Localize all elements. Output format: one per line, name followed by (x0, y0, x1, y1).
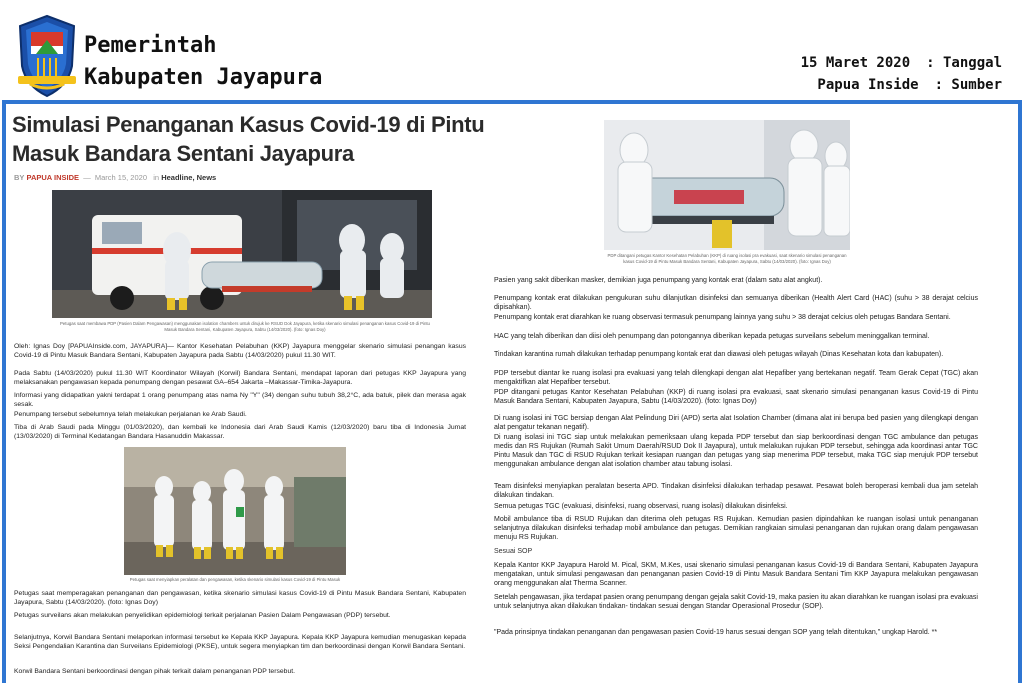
organization-name (84, 30, 322, 94)
org-line-1: Pemerintah (84, 33, 217, 58)
date-value: 15 Maret 2020 (800, 55, 911, 71)
byline-by: BY (14, 173, 25, 182)
photo-isolation-image (604, 120, 850, 250)
regency-crest-icon (16, 14, 78, 98)
right-paragraph-15: Setelah pengawasan, jika terdapat pasien orang penumpang dengan gejala sakit Covid-19, maka pasien itu akan diarahkan ke ruangan isolasi pra evakuasi untuk selanjutnya akan dilakukan tindakan- tindakan sesuai dengan Standar Operasional Prosedur (SOP). (494, 594, 978, 610)
right-paragraph-14: Kepala Kantor KKP Jayapura Harold M. Pical, SKM, M.Kes, usai skenario simulasi penanganan kasus Covid-19 di Bandara Sentani, Kabupaten Jayapura mengatakan, untuk simulasi pengawasan dan penanganan pasien Covid-19 di Pintu Masuk Bandara Sentani Tim KKP Jayapura melakukan pengawasan orang menggunakan alat Therma Scanner. (494, 562, 978, 587)
right-paragraph-5: Tindakan karantina rumah dilakukan terhadap penumpang kontak erat dan diawasi oleh petugas wilayah (Dinas Kesehatan kota dan kabupaten). (494, 351, 944, 358)
left-paragraph-1: Oleh: Ignas Doy [PAPUAInside.com, JAYAPURA]— Kantor Kesehatan Pelabuhan (KKP) Jayapura menggelar skenario simulasi penangan kasus Covid-19 di Pintu Masuk Bandara Sentani, Kabupaten Jayapura pada Sabtu (14/03/2020) pukul 11.30 WIT. (14, 343, 466, 359)
source-value: Papua Inside (817, 77, 919, 93)
right-paragraph-3: Penumpang kontak erat diarahkan ke ruang observasi termasuk penumpang lainnya yang suhu > 38 derajat celcius oleh petugas Bandara Sentani. (494, 314, 951, 321)
byline-author[interactable]: PAPUA INSIDE (26, 173, 80, 182)
article-byline: BY PAPUA INSIDE — March 15, 2020 in Headline, News (14, 173, 217, 182)
org-line-2: Kabupaten Jayapura (84, 65, 323, 90)
right-paragraph-1: Pasien yang sakit diberikan masker, demikian juga penumpang yang kontak erat (dalam satu alat angkut). (494, 277, 823, 284)
photo-isolation-chamber (604, 120, 850, 250)
photo-officers (124, 447, 346, 575)
right-paragraph-10: Team disinfeksi menyiapkan peralatan beserta APD. Tindakan disinfeksi dilakukan terhadap pesawat. Pesawat boleh beroperasi kembali dua jam setelah dilakukan tindakan. (494, 483, 978, 499)
right-paragraph-11: Semua petugas TGC (evakuasi, disinfeksi, ruang observasi, ruang isolasi) dilakukan disinfeksi. (494, 503, 788, 510)
article-title: Simulasi Penanganan Kasus Covid-19 di Pintu Masuk Bandara Sentani Jayapura (12, 112, 485, 166)
left-paragraph-6: Petugas saat memperagakan penanganan dan pengawasan, ketika skenario simulasi kasus Covid-19 di Pintu Masuk Bandara Sentani, Kabupaten Jayapura, Sabtu (14/03/2020). (foto: Ignas Doy) (14, 590, 466, 606)
left-paragraph-4: Penumpang tersebut sebelumnya telah melakukan perjalanan ke Arab Saudi. (14, 411, 247, 418)
left-paragraph-3: Informasi yang didapatkan yakni terdapat 1 orang penumpang atas nama Ny "Y" (34) dengan suhu tubuh 38,2°C, ada batuk, pilek dan merasa agak sesak. (14, 392, 466, 408)
photo-ambulance-caption: Petugas saat membawa PDP (Pasien Dalam Pengawasan) menggunakan isolation chambers untuk dirujuk ke RSUD Dok Jayapura, ketika skenario simulasi penanganan kasus Covid-19 di Pintu Masuk Bandara Sentani, Kabupaten Jayapura, Sabtu (14/03/2020). (foto: Ignas Doy) (60, 321, 430, 332)
photo-officers-caption: Petugas saat menyiapkan peralatan dan pengawasan, ketika skenario simulasi kasus Covid-19 di Pintu Masuk (129, 577, 341, 582)
photo-ambulance (52, 190, 432, 318)
byline-date: March 15, 2020 (94, 173, 147, 182)
right-paragraph-7: PDP ditangani petugas Kantor Kesehatan Pelabuhan (KKP) di ruang isolasi pra evakuasi, saat skenario simulasi penanganan kasus Covid-19 di Pintu Masuk Bandara Sentani, Kabupaten Jayapura, Sabtu (14/03/2020). (foto: Ignas Doy) (494, 389, 978, 405)
page-header (0, 0, 1024, 100)
left-paragraph-9: Korwil Bandara Sentani berkoordinasi dengan pihak terkait dalam penanganan PDP tersebut. (14, 668, 295, 675)
right-paragraph-8: Di ruang isolasi ini TGC bersiap dengan Alat Pelindung Diri (APD) serta alat Isolation Chamber (dimana alat ini berupa bed pasien yang dilengkapi dengan alat pengatur tekanan negatif). (494, 415, 978, 431)
right-paragraph-12: Mobil ambulance tiba di RSUD Rujukan dan diterima oleh petugas RS Rujukan. Kemudian pasien dipindahkan ke ruangan isolasi untuk penanganan selanjutnya dilakukan disinfeksi terhadap mobil ambulance dan petugas. Demikian rangkaian simulasi penanganan dan rujukan orang dalam pengawasan menuju RS Rujukan. (494, 516, 978, 541)
photo-ambulance-image (52, 190, 432, 318)
right-subheading: Sesuai SOP (494, 548, 533, 555)
left-paragraph-2: Pada Sabtu (14/03/2020) pukul 11.30 WIT Koordinator Wilayah (Korwil) Bandara Sentani, mendapat laporan dari petugas KKP Jayapura yang melaksanakan pengawasan kepada penumpang dengan pesawat GA–654 Jakarta –Makassar-Timika-Jayapura. (14, 370, 466, 386)
byline-categories[interactable]: Headline, News (161, 173, 217, 182)
date-row (801, 52, 1002, 74)
left-paragraph-5: Tiba di Arab Saudi pada Minggu (01/03/2020), dan kembali ke Indonesia dari Arab Saudi Kamis (12/03/2020) baru tiba di Indonesia Jumat (13/03/2020) di Terminal Kedatangan Bandara Hasanuddin Makassar. (14, 424, 466, 440)
photo-officers-image (124, 447, 346, 575)
right-paragraph-4: HAC yang telah diberikan dan diisi oleh penumpang dan potongannya diberikan kepada petugas surveilans sebelum meninggalkan terminal. (494, 333, 930, 340)
date-label: : Tanggal (926, 55, 1002, 71)
right-paragraph-2: Penumpang kontak erat dilakukan pengukuran suhu dilanjutkan disinfeksi dan semuanya diberikan (Health Alert Card (HAC) (suhu > 38 derajat celcius dipisahkan). (494, 295, 978, 311)
source-label: : Sumber (934, 77, 1002, 93)
right-paragraph-16: "Pada prinsipnya tindakan penanganan dan pengawasan pasien Covid-19 harus sesuai dengan SOP yang telah ditentukan," ungkap Harold. ** (494, 629, 938, 636)
right-paragraph-6: PDP tersebut diantar ke ruang isolasi pra evakuasi yang telah dilengkapi dengan alat Hepafiber yang bertekanan negatif. Team Gerak Cepat (TGC) akan mengaktifkan alat Hepafiber tersebut. (494, 370, 978, 386)
source-row (801, 74, 1002, 96)
clipping-meta (801, 52, 1002, 96)
photo-isolation-caption: PDP ditangani petugas Kantor Kesehatan Pelabuhan (KKP) di ruang isolasi pra evakuasi, saat skenario simulasi penanganan kasus Covid-19 di Pintu Masuk Bandara Sentani, Kabupaten Jayapura, Sabtu (14/03/2020). (foto: Ignas Doy) (607, 253, 847, 264)
right-paragraph-9: Di ruang isolasi ini TGC siap untuk melakukan pemeriksaan ulang kepada PDP tersebut dan siap berkoordinasi dengan TGC ambulance dan petugas medis dan RS Rujukan (Rumah Sakit Umum Daerah/RSUD Dok II Jayapura), untuk melakukan rujukan PDP tersebut, sehingga ada koordinasi antar TGC Pintu Masuk dan TGC di RSUD Rujukan terkait kesiapan ruangan dan petugas yang siap menerima PDP tersebut, maka TGC siap merujuk PDP tersebut menggunakan ambulance dengan alat isolation chamber atau tabung isolasi. (494, 434, 978, 468)
byline-in: in (153, 173, 160, 182)
left-paragraph-7: Petugas surveilans akan melakukan penyelidikan epidemiologi terkait perjalanan Pasien Dalam Pengawasan (PDP) tersebut. (14, 612, 391, 619)
left-paragraph-8: Selanjutnya, Korwil Bandara Sentani melaporkan informasi tersebut ke Kepala KKP Jayapura. Kepala KKP Jayapura kemudian menugaskan kepada Seksi Pengendalian Karantina dan Surveilans Epidemiologi (PKSE), untuk segera menyiapkan tim dan berkoordinasi dengan Korwil Bandara Sentani. (14, 634, 466, 650)
